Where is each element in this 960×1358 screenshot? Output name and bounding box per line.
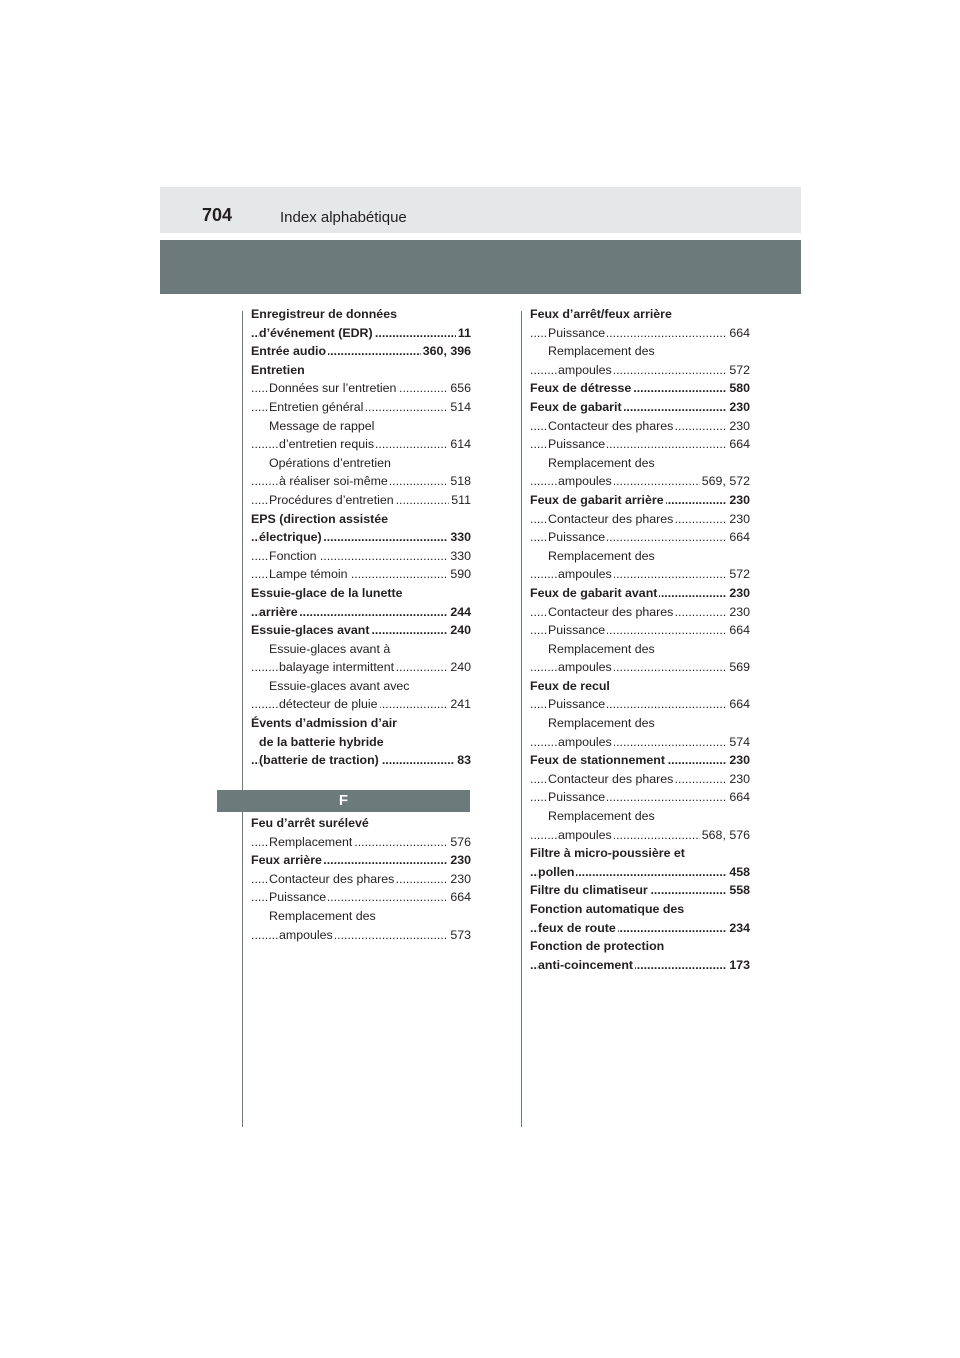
index-entry-text: Entrée audio bbox=[251, 344, 327, 359]
index-entry bbox=[530, 472, 750, 491]
index-entry-text: Essuie-glaces avant à bbox=[269, 641, 391, 656]
index-entry-page: 230 bbox=[727, 510, 750, 529]
index-entry-page: 572 bbox=[727, 361, 750, 380]
index-entry-text: Feux arrière bbox=[251, 853, 322, 868]
index-entry-text: Évents d’admission d’air bbox=[251, 716, 397, 731]
index-entry-text: de la batterie hybride bbox=[259, 734, 384, 749]
column-rule-left bbox=[242, 311, 243, 1127]
index-entry bbox=[251, 603, 471, 622]
index-entry-page: 230 bbox=[727, 770, 750, 789]
index-entry-text: Contacteur des phares bbox=[269, 871, 395, 886]
index-entry bbox=[251, 888, 471, 907]
index-entry bbox=[530, 379, 750, 398]
index-entry-page: 664 bbox=[727, 621, 750, 640]
header-dark-band bbox=[160, 240, 801, 294]
index-entry-text: Feux de gabarit arrière bbox=[530, 492, 664, 507]
index-entry-text: Contacteur des phares bbox=[548, 604, 674, 619]
index-entry bbox=[251, 342, 471, 361]
index-entry bbox=[530, 733, 750, 752]
index-entry-page: 330 bbox=[448, 528, 471, 547]
index-entry-page: 558 bbox=[727, 881, 750, 900]
index-entry bbox=[251, 528, 471, 547]
index-entry-text: à réaliser soi-même bbox=[279, 474, 388, 489]
index-entry-page: 568, 576 bbox=[700, 826, 750, 845]
index-entry bbox=[251, 454, 471, 473]
index-entry bbox=[530, 677, 750, 696]
index-entry bbox=[251, 714, 471, 733]
index-entry bbox=[530, 417, 750, 436]
index-entry-text: Puissance bbox=[548, 530, 606, 545]
index-entry bbox=[251, 695, 471, 714]
index-entry bbox=[530, 788, 750, 807]
index-entry-text: Fonction bbox=[269, 548, 317, 563]
index-entry-page: 230 bbox=[727, 491, 750, 510]
index-entry bbox=[251, 417, 471, 436]
index-entry bbox=[530, 584, 750, 603]
index-entry bbox=[530, 919, 750, 938]
index-entry-text: Puissance bbox=[548, 437, 606, 452]
index-entry-page: 244 bbox=[448, 603, 471, 622]
index-entry-text: Puissance bbox=[548, 325, 606, 340]
index-entry bbox=[530, 398, 750, 417]
index-entry-text: Feux de gabarit avant bbox=[530, 585, 658, 600]
index-entry-page: 664 bbox=[727, 788, 750, 807]
index-entry-text: feux de route bbox=[538, 920, 616, 935]
index-entry bbox=[530, 937, 750, 956]
index-entry-text: ampoules bbox=[558, 362, 612, 377]
index-entry-page: 230 bbox=[727, 417, 750, 436]
index-entry-page: 230 bbox=[727, 584, 750, 603]
index-entry-page: 360, 396 bbox=[421, 342, 471, 361]
index-entry-text: (batterie de traction) bbox=[259, 753, 379, 768]
index-entry bbox=[251, 870, 471, 889]
index-entry-page: 230 bbox=[448, 870, 471, 889]
index-entry-text: Opérations d’entretien bbox=[269, 455, 391, 470]
index-entry-text: Filtre du climatiseur bbox=[530, 883, 648, 898]
index-entry-page: 240 bbox=[448, 621, 471, 640]
index-entry bbox=[530, 826, 750, 845]
index-entry-text: Remplacement des bbox=[548, 548, 655, 563]
index-entry-text: Essuie-glaces avant avec bbox=[269, 678, 410, 693]
index-entry bbox=[251, 379, 471, 398]
index-entry-text: Lampe témoin bbox=[269, 567, 348, 582]
index-entry-page: 569, 572 bbox=[700, 472, 750, 491]
index-entry bbox=[251, 472, 471, 491]
index-entry-page: 173 bbox=[727, 956, 750, 975]
index-entry-text: Remplacement des bbox=[548, 455, 655, 470]
index-entry-text: Essuie-glace de la lunette bbox=[251, 585, 403, 600]
index-entry-page: 574 bbox=[727, 733, 750, 752]
index-entry-page: 576 bbox=[448, 833, 471, 852]
index-entry bbox=[530, 751, 750, 770]
index-entry-text: Remplacement des bbox=[548, 809, 655, 824]
index-entry-text: Feux de détresse bbox=[530, 381, 632, 396]
index-entry bbox=[530, 881, 750, 900]
index-entry bbox=[251, 305, 471, 324]
index-entry-text: ampoules bbox=[558, 734, 612, 749]
column-rule-middle bbox=[521, 311, 522, 1127]
index-entry bbox=[530, 640, 750, 659]
index-entry bbox=[251, 907, 471, 926]
index-entry bbox=[530, 695, 750, 714]
index-entry bbox=[530, 361, 750, 380]
index-entry bbox=[251, 926, 471, 945]
index-entry-page: 664 bbox=[727, 324, 750, 343]
index-entry-text: arrière bbox=[259, 604, 298, 619]
index-entry bbox=[530, 324, 750, 343]
index-entry bbox=[530, 454, 750, 473]
page-number: 704 bbox=[202, 205, 233, 225]
index-entry-text: Message de rappel bbox=[269, 418, 375, 433]
index-entry bbox=[530, 491, 750, 510]
index-entry bbox=[251, 851, 471, 870]
index-entry bbox=[530, 714, 750, 733]
index-entry-text: anti-coincement bbox=[538, 957, 634, 972]
index-entry-text: ampoules bbox=[558, 660, 612, 675]
index-entry-page: 569 bbox=[727, 658, 750, 677]
index-entry bbox=[251, 435, 471, 454]
index-entry bbox=[251, 751, 471, 770]
index-column-1-bottom bbox=[251, 814, 471, 944]
index-entry-text: Données sur l’entretien bbox=[269, 381, 397, 396]
index-entry-page: 230 bbox=[727, 751, 750, 770]
index-entry-text: Feux d’arrêt/feux arrière bbox=[530, 307, 672, 321]
index-entry-text: ampoules bbox=[558, 827, 612, 842]
index-entry bbox=[251, 398, 471, 417]
index-entry bbox=[251, 677, 471, 696]
index-entry bbox=[530, 658, 750, 677]
index-entry bbox=[530, 956, 750, 975]
index-entry-text: d’événement (EDR) bbox=[259, 325, 373, 340]
index-entry bbox=[251, 584, 471, 603]
index-entry-page: 664 bbox=[727, 528, 750, 547]
index-entry bbox=[530, 547, 750, 566]
index-entry bbox=[530, 844, 750, 863]
index-entry-page: 330 bbox=[448, 547, 471, 566]
index-entry bbox=[251, 361, 471, 380]
index-entry-text: Puissance bbox=[548, 790, 606, 805]
index-entry-text: Fonction de protection bbox=[530, 939, 665, 954]
index-entry-text: pollen bbox=[538, 864, 575, 879]
index-entry bbox=[530, 770, 750, 789]
index-entry-page: 580 bbox=[727, 379, 750, 398]
index-entry-text: Enregistreur de données bbox=[251, 307, 397, 321]
index-column-1-top bbox=[251, 305, 471, 770]
index-entry bbox=[251, 814, 471, 833]
index-entry-text: Remplacement des bbox=[548, 344, 655, 359]
index-entry-page: 664 bbox=[727, 435, 750, 454]
index-entry-text: Remplacement des bbox=[548, 716, 655, 731]
index-entry-page: 511 bbox=[449, 491, 471, 510]
index-entry bbox=[251, 491, 471, 510]
index-entry-text: EPS (direction assistée bbox=[251, 511, 389, 526]
index-entry-text: électrique) bbox=[259, 530, 322, 545]
index-entry-text: Feux de gabarit bbox=[530, 399, 622, 414]
index-entry-text: Feu d’arrêt surélevé bbox=[251, 816, 369, 830]
index-entry bbox=[251, 324, 471, 343]
index-entry-text: Remplacement des bbox=[548, 641, 655, 656]
index-entry-text: ampoules bbox=[558, 474, 612, 489]
index-entry-text: Essuie-glaces avant bbox=[251, 623, 370, 638]
index-entry-text: balayage intermittent bbox=[279, 660, 395, 675]
index-entry-page: 230 bbox=[727, 398, 750, 417]
index-entry bbox=[530, 900, 750, 919]
index-entry-text: Feux de recul bbox=[530, 678, 610, 693]
index-entry bbox=[530, 603, 750, 622]
index-entry-text: ampoules bbox=[279, 927, 333, 942]
index-entry-text: Contacteur des phares bbox=[548, 418, 674, 433]
index-entry-page: 241 bbox=[448, 695, 471, 714]
index-entry-page: 458 bbox=[727, 863, 750, 882]
index-entry bbox=[530, 807, 750, 826]
index-entry-text: Remplacement bbox=[269, 834, 353, 849]
index-entry-page: 234 bbox=[727, 919, 750, 938]
index-entry-page: 573 bbox=[448, 926, 471, 945]
index-entry bbox=[251, 640, 471, 659]
index-entry-text: d’entretien requis bbox=[279, 437, 375, 452]
index-entry-text: Puissance bbox=[548, 623, 606, 638]
index-entry bbox=[530, 342, 750, 361]
index-entry bbox=[251, 658, 471, 677]
index-entry-text: ampoules bbox=[558, 567, 612, 582]
index-entry-text: Remplacement des bbox=[269, 908, 376, 923]
index-entry-page: 572 bbox=[727, 565, 750, 584]
index-entry-text: Feux de stationnement bbox=[530, 753, 665, 768]
index-entry-page: 514 bbox=[448, 398, 471, 417]
index-entry bbox=[530, 305, 750, 324]
index-entry-text: Entretien bbox=[251, 362, 305, 377]
section-title: Index alphabétique bbox=[280, 209, 407, 226]
index-entry bbox=[251, 733, 471, 752]
index-entry bbox=[530, 510, 750, 529]
index-entry-text: détecteur de pluie bbox=[279, 697, 378, 712]
section-letter-bar: F bbox=[217, 790, 470, 812]
index-entry-page: 518 bbox=[448, 472, 471, 491]
index-entry bbox=[251, 621, 471, 640]
index-entry-page: 240 bbox=[448, 658, 471, 677]
index-entry-page: 664 bbox=[727, 695, 750, 714]
index-entry-page: 83 bbox=[455, 751, 471, 770]
index-entry bbox=[251, 510, 471, 529]
index-entry-page: 664 bbox=[448, 888, 471, 907]
index-entry bbox=[530, 565, 750, 584]
index-entry-page: 230 bbox=[448, 851, 471, 870]
index-entry-page: 614 bbox=[448, 435, 471, 454]
index-entry-text: Fonction automatique des bbox=[530, 902, 685, 916]
index-entry-text: Puissance bbox=[269, 890, 327, 905]
index-entry bbox=[530, 621, 750, 640]
index-entry-page: 11 bbox=[456, 324, 471, 343]
index-entry bbox=[530, 435, 750, 454]
header-band bbox=[160, 187, 801, 233]
index-entry bbox=[530, 528, 750, 547]
index-entry-text: Puissance bbox=[548, 697, 606, 712]
index-entry bbox=[251, 547, 471, 566]
index-entry-page: 590 bbox=[448, 565, 471, 584]
index-entry bbox=[251, 833, 471, 852]
index-entry bbox=[530, 863, 750, 882]
index-entry bbox=[251, 565, 471, 584]
index-entry-page: 656 bbox=[448, 379, 471, 398]
index-entry-text: Entretien général bbox=[269, 399, 364, 414]
index-column-2 bbox=[530, 305, 750, 974]
index-entry-page: 230 bbox=[727, 603, 750, 622]
index-entry-text: Procédures d’entretien bbox=[269, 492, 394, 507]
index-entry-text: Contacteur des phares bbox=[548, 771, 674, 786]
index-entry-text: Contacteur des phares bbox=[548, 511, 674, 526]
index-entry-text: Filtre à micro-poussière et bbox=[530, 846, 685, 861]
